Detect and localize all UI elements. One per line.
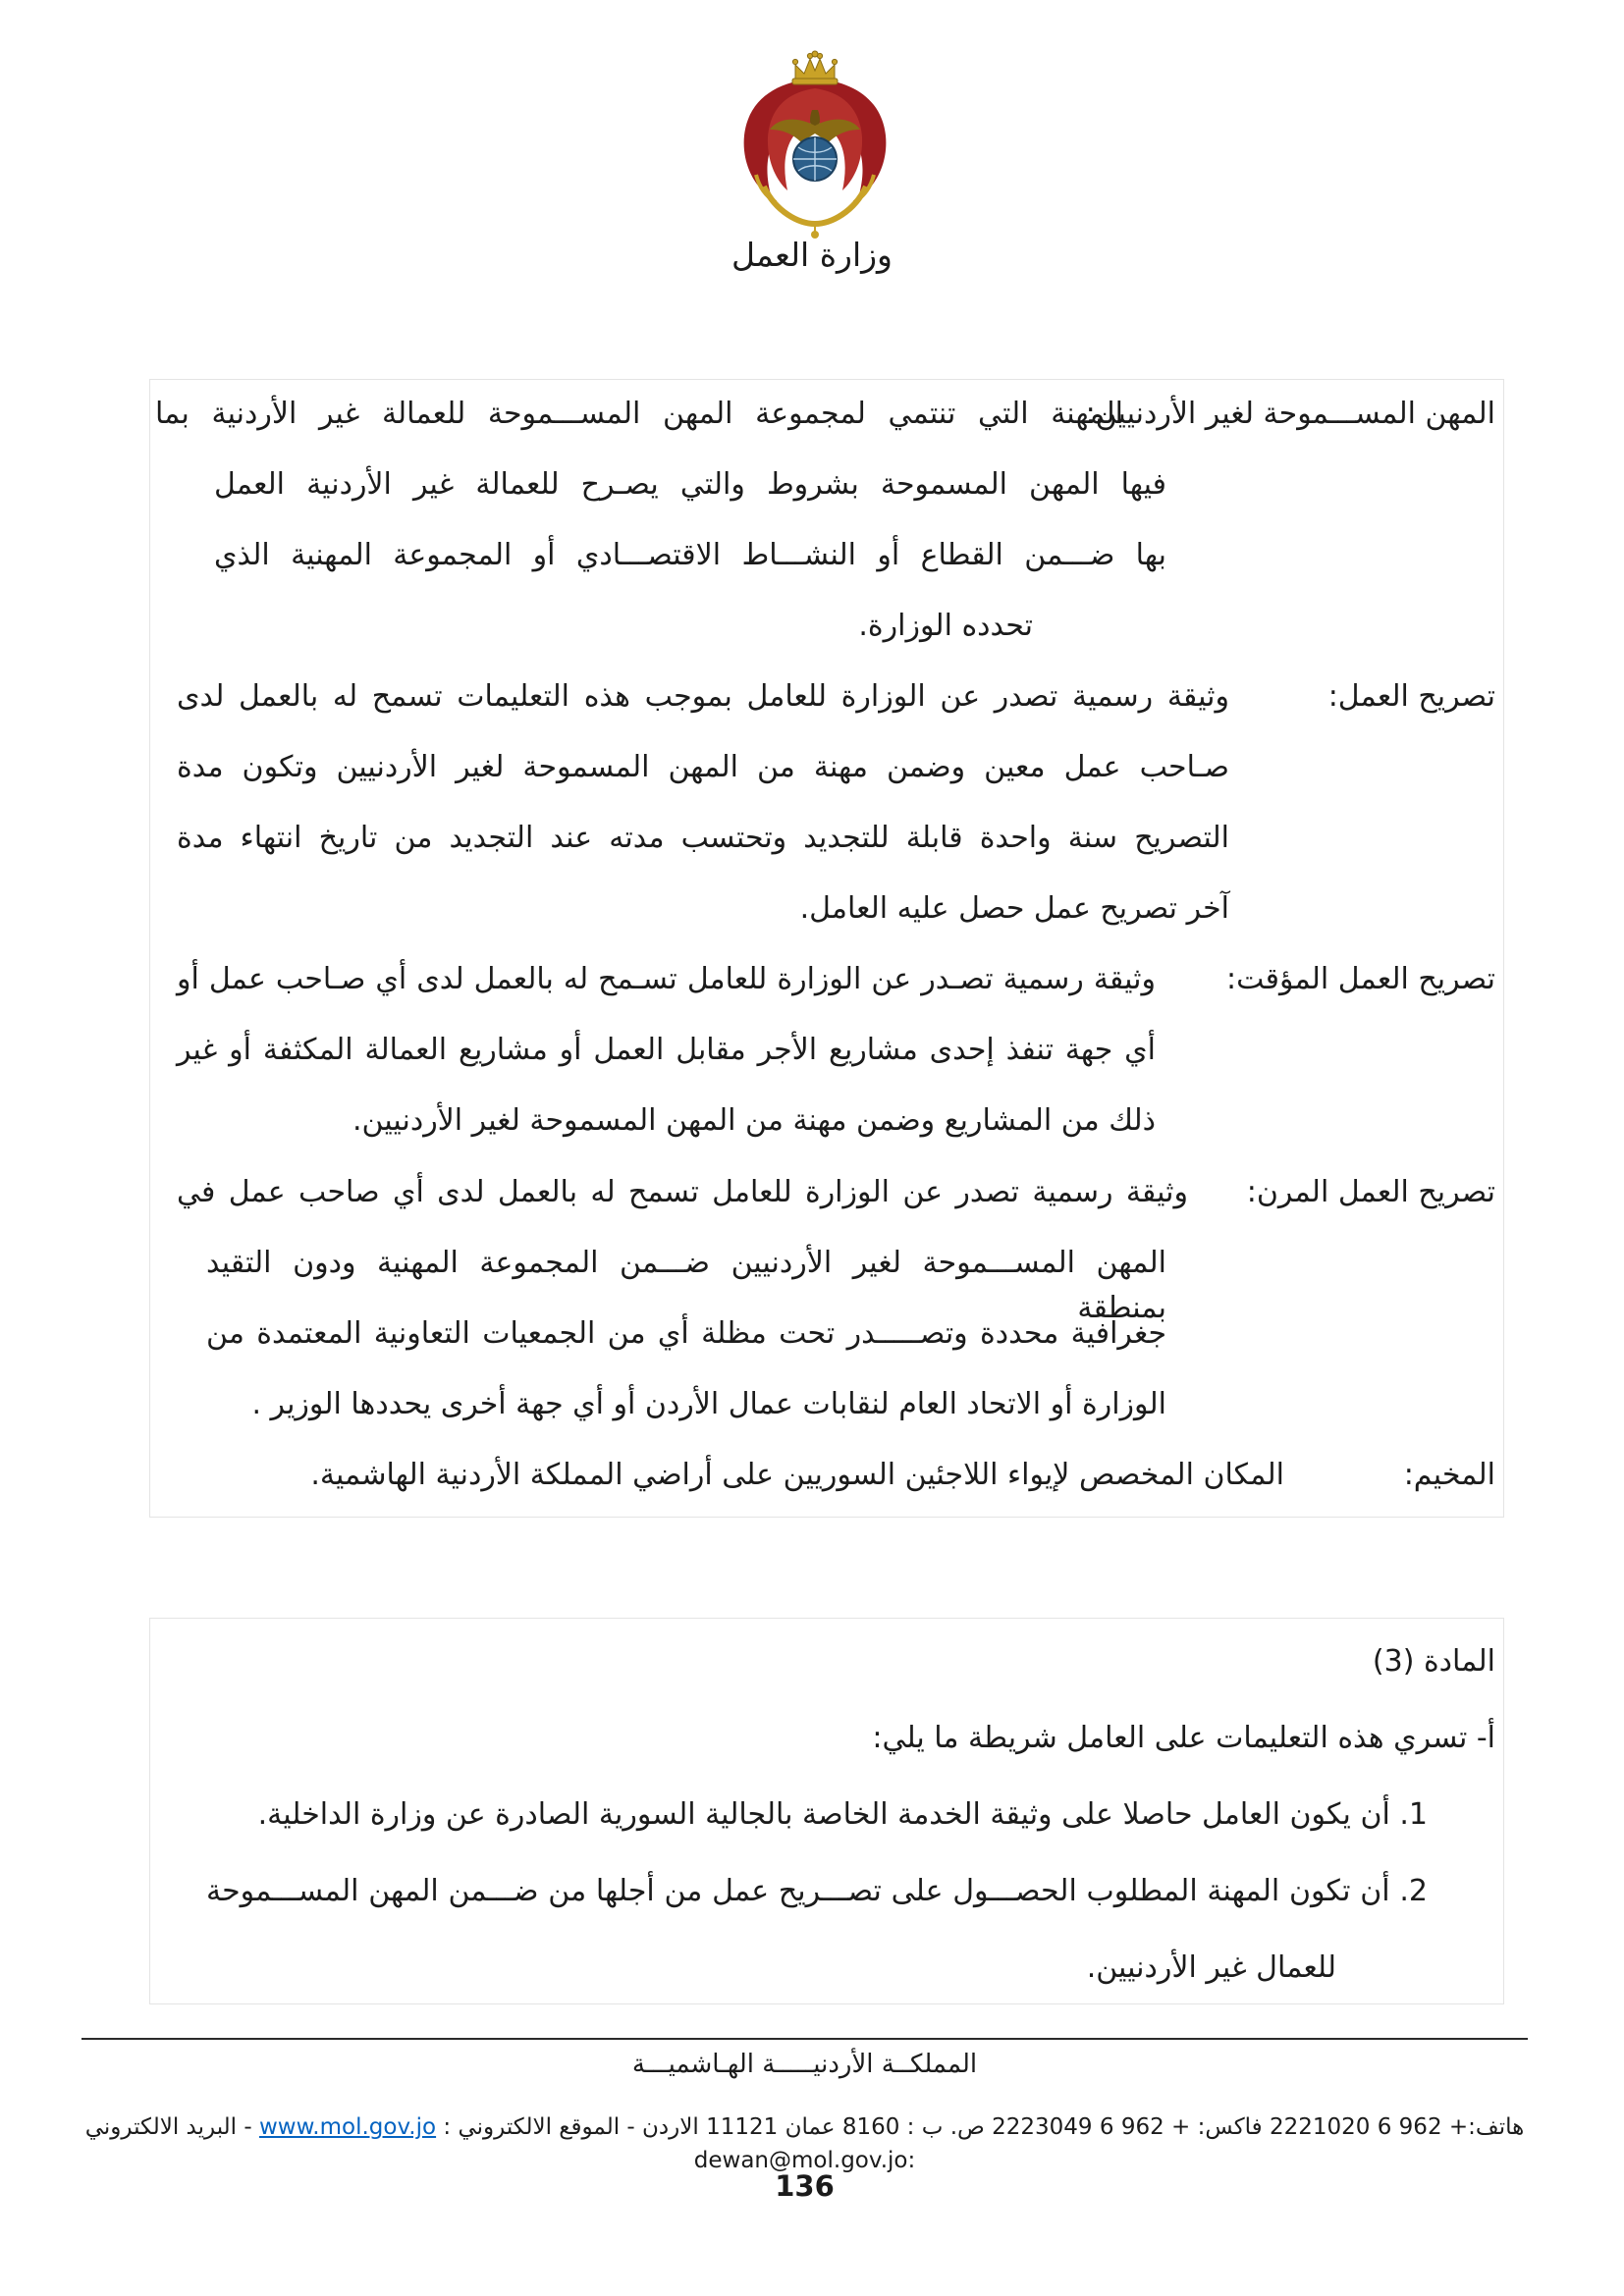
- definition-line: بها ضـــمن القطاع أو النشـــاط الاقتصـــادي أو المجموعة المهنية الذي: [214, 538, 1166, 572]
- definition-line: المهنة التي تنتمي لمجموعة المهن المســـموحة للعمالة غير الأردنية بما: [155, 397, 1123, 431]
- article-item: [258, 1792, 1428, 1838]
- definition-line: الوزارة أو الاتحاد العام لنقابات عمال الأردن أو أي جهة أخرى يحددها الوزير .: [251, 1387, 1166, 1421]
- definition-line: ذلك من المشاريع وضمن مهنة من المهن المسموحة لغير الأردنيين.: [352, 1103, 1156, 1138]
- definition-line: المهن المســـموحة لغير الأردنيين ضـــمن المجموعة المهنية ودون التقيد بمنطقة: [206, 1246, 1166, 1325]
- jordan-coat-of-arms-icon: [727, 49, 903, 244]
- definition-term: تصريح العمل المؤقت:: [1226, 962, 1495, 996]
- contact-line: [81, 2110, 1528, 2177]
- definition-line: المكان المخصص لإيواء اللاجئين السوريين على أراضي المملكة الأردنية الهاشمية.: [310, 1458, 1284, 1492]
- item-line: أن تكون المهنة المطلوب الحصـــول على تصـــريح عمل من أجلها من ضـــمن المهن المســـموحة: [206, 1874, 1390, 1908]
- contact-phone-fax-pobox: هاتف:+ 962 6 2221020 فاكس: + 962 6 2223049 ص. ب : 8160 عمان 11121 الاردن - الموقع الالكتروني :: [436, 2114, 1525, 2140]
- definition-line: وثيقة رسمية تصدر عن الوزارة للعامل بموجب هذه التعليمات تسمح له بالعمل لدى: [177, 679, 1229, 714]
- definition-line: تحدده الوزارة.: [858, 609, 1033, 643]
- ministry-title: وزارة العمل: [731, 236, 893, 274]
- email-text: dewan@mol.gov.jo: [693, 2148, 908, 2173]
- article-item: [206, 1869, 1428, 1914]
- definition-line: وثيقة رسمية تصـدر عن الوزارة للعامل تسـمح له بالعمل لدى أي صـاحب عمل أو: [177, 962, 1156, 996]
- definition-line: فيها المهن المسموحة بشروط والتي يصـرح للعمالة غير الأردنية العمل: [214, 467, 1166, 502]
- definition-line: أي جهة تنفذ إحدى مشاريع الأجر مقابل العمل أو مشاريع العمالة المكثفة أو غير: [177, 1033, 1156, 1067]
- item-line: أن يكون العامل حاصلا على وثيقة الخدمة الخاصة بالجالية السورية الصادرة عن وزارة الداخلية.: [257, 1797, 1390, 1832]
- footer-divider: [81, 2038, 1528, 2040]
- page-number: 136: [775, 2169, 835, 2203]
- kingdom-name: المملكــة الأردنيـــــة الهـاشميـــة: [631, 2050, 978, 2079]
- email-label: - البريد الالكتروني :: [84, 2114, 916, 2173]
- definition-term: المهن المســـموحة لغير الأردنيين:: [1085, 397, 1495, 431]
- definition-line: آخر تصريح عمل حصل عليه العامل.: [799, 891, 1229, 926]
- definition-line: التصريح سنة واحدة قابلة للتجديد وتحتسب مدته عند التجديد من تاريخ انتهاء مدة: [177, 821, 1229, 855]
- article-title: المادة (3): [1372, 1644, 1495, 1679]
- definition-term: المخيم:: [1403, 1458, 1495, 1492]
- item-line: للعمال غير الأردنيين.: [1086, 1950, 1336, 1985]
- item-number: 1.: [1399, 1797, 1428, 1832]
- item-number: 2.: [1399, 1874, 1428, 1908]
- definition-term: تصريح العمل المرن:: [1246, 1175, 1495, 1209]
- definition-line: وثيقة رسمية تصدر عن الوزارة للعامل تسمح له بالعمل لدى أي صاحب عمل في: [177, 1175, 1188, 1209]
- article-intro: أ- تسري هذه التعليمات على العامل شريطة ما يلي:: [872, 1721, 1495, 1755]
- definition-term: تصريح العمل:: [1327, 679, 1495, 714]
- definition-line: جغرافية محددة وتصـــــدر تحت مظلة أي من الجمعيات التعاونية المعتمدة من: [206, 1316, 1166, 1351]
- website-link[interactable]: www.mol.gov.jo: [258, 2114, 437, 2140]
- definition-line: صـاحب عمل معين وضمن مهنة من المهن المسموحة لغير الأردنيين وتكون مدة: [177, 750, 1229, 784]
